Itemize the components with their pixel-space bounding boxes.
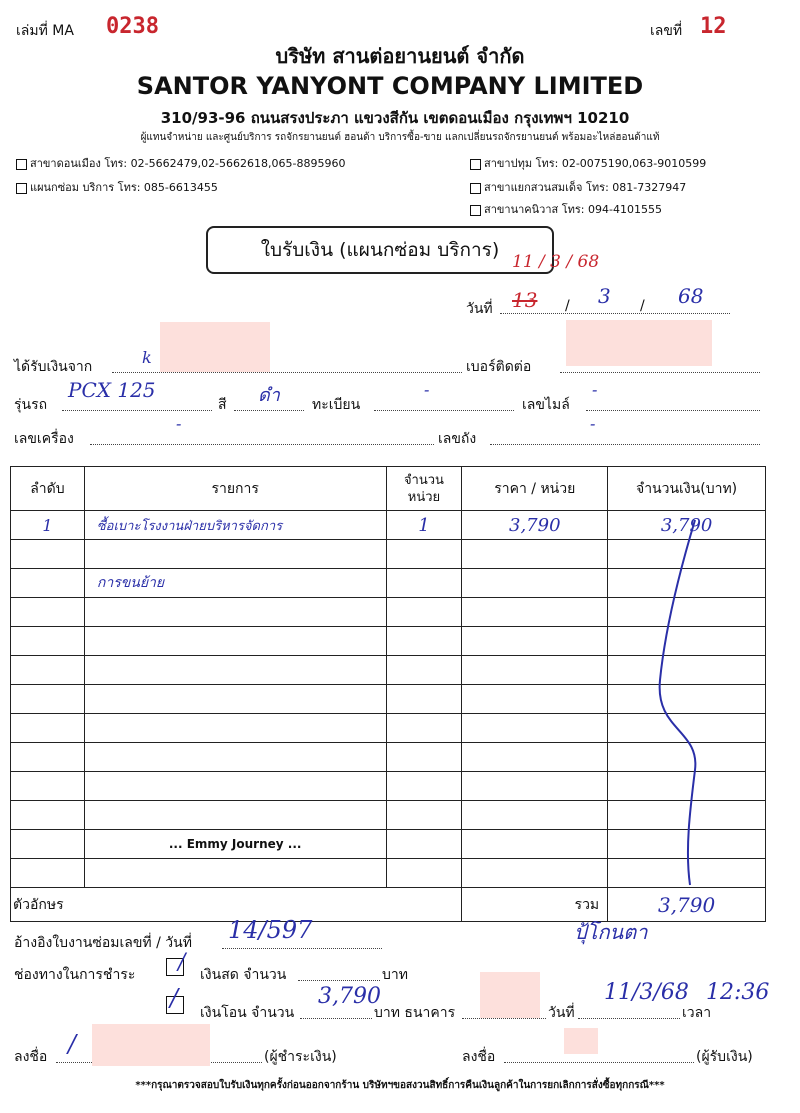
total-label: รวม — [462, 888, 608, 922]
header-item: รายการ — [84, 467, 386, 511]
model-value: PCX 125 — [68, 378, 156, 402]
cash-unit: บาท — [382, 967, 408, 983]
checkbox-icon — [470, 205, 481, 216]
plate-line — [374, 410, 514, 411]
branch-donmueang: สาขาดอนเมือง โทร: 02-5662479,02-5662618,065-8895960 — [16, 154, 345, 172]
plate-value: - — [424, 380, 430, 399]
book-label: เล่มที่ MA — [16, 23, 74, 39]
redacted-payer-name — [92, 1024, 210, 1066]
company-name-en: SANTOR YANYONT COMPANY LIMITED — [136, 72, 644, 100]
redacted-receiver-name — [564, 1028, 598, 1054]
payer-sign-label: ลงชื่อ — [14, 1049, 48, 1065]
amount-strike-line — [640, 510, 720, 890]
receiver-sign-label: ลงชื่อ — [462, 1049, 496, 1065]
color-line — [234, 410, 304, 411]
received-from-label: ได้รับเงินจาก — [14, 359, 93, 375]
model-label: รุ่นรถ — [14, 397, 48, 413]
date-day-struck: 13 — [512, 288, 538, 312]
redacted-name — [160, 322, 270, 372]
date-line — [500, 313, 730, 314]
engine-label: เลขเครื่อง — [14, 431, 74, 447]
header-amount: จำนวนเงิน(บาท) — [608, 467, 766, 511]
words-label: ตัวอักษร — [11, 888, 462, 922]
company-name-th: บริษัท สานต่อยานยนต์ จำกัด — [275, 44, 525, 68]
mileage-label: เลขไมล์ — [522, 397, 570, 413]
row-item: การขนย้าย — [84, 569, 386, 598]
transfer-amount-line — [300, 1018, 372, 1019]
chassis-label: เลขถัง — [438, 431, 477, 447]
received-from-line — [112, 372, 462, 373]
engine-line — [90, 444, 434, 445]
receiver-label: (ผู้รับเงิน) — [696, 1049, 753, 1065]
time-value: 12:36 — [706, 980, 770, 1005]
date-sep-1: / — [565, 298, 570, 314]
plate-label: ทะเบียน — [312, 397, 361, 413]
checkbox-icon — [16, 183, 27, 194]
checkbox-icon — [470, 159, 481, 170]
transfer-label: เงินโอน จำนวน — [200, 1005, 295, 1021]
row-item: ซื้อเบาะโรงงานฝ่ายบริหารจัดการ — [84, 511, 386, 540]
footer-disclaimer: ***กรุณาตรวจสอบใบรับเงินทุกครั้งก่อนออกจากร้าน บริษัทฯขอสงวนสิทธิ์การคืนเงินลูกค้าในการยกเลิกการสั่งซื้อทุกกรณี*** — [135, 1080, 665, 1091]
cash-check-mark: / — [178, 950, 186, 975]
date-correction: 11 / 3 / 68 — [512, 252, 600, 272]
header-qty: จำนวน หน่วย — [386, 467, 462, 511]
cash-line — [298, 980, 380, 981]
color-label: สี — [218, 397, 227, 413]
date-label: วันที่ — [466, 301, 493, 317]
transfer-date-line — [578, 1018, 680, 1019]
phone-label: เบอร์ติดต่อ — [466, 359, 532, 375]
title-box — [206, 226, 554, 274]
date-year: 68 — [678, 284, 704, 308]
mileage-line — [586, 410, 760, 411]
date-sep-2: / — [640, 298, 645, 314]
branch-suansomdet: สาขาแยกสวนสมเด็จ โทร: 081-7327947 — [470, 178, 686, 196]
checkbox-icon — [470, 183, 481, 194]
table-total-row — [11, 888, 766, 922]
row-no: 1 — [11, 511, 85, 540]
payer-sign-mark: / — [68, 1030, 77, 1058]
ref-value: 14/597 — [228, 916, 313, 944]
engine-value: - — [176, 414, 182, 433]
transfer-check-mark: / — [170, 984, 179, 1012]
chassis-value: - — [590, 414, 596, 433]
payer-label: (ผู้ชำระเงิน) — [264, 1049, 337, 1065]
color-value: ดำ — [258, 385, 280, 406]
branch-pathum: สาขาปทุม โทร: 02-0075190,063-9010599 — [470, 154, 706, 172]
branch-nakniwat: สาขานาคนิวาส โทร: 094-4101555 — [470, 200, 662, 218]
transfer-unit: บาท ธนาคาร — [374, 1005, 456, 1021]
book-number: 0238 — [106, 14, 159, 39]
cash-label: เงินสด จำนวน — [200, 967, 287, 983]
header-price: ราคา / หน่วย — [462, 467, 608, 511]
redacted-phone — [566, 320, 712, 366]
redacted-bank — [480, 972, 540, 1018]
checkbox-icon — [16, 159, 27, 170]
transfer-amount: 3,790 — [318, 984, 381, 1009]
table-header-row — [11, 467, 766, 511]
phone-line — [560, 372, 760, 373]
model-line — [62, 410, 212, 411]
ref-line — [222, 948, 382, 949]
receipt-no-label: เลขที่ — [650, 23, 683, 39]
receiver-sign-line — [504, 1062, 694, 1063]
footer-note: ... Emmy Journey ... — [84, 830, 386, 859]
company-address: 310/93-96 ถนนสรงประภา แขวงสีกัน เขตดอนเมือง กรุงเทพฯ 10210 — [160, 109, 630, 127]
chassis-line — [490, 444, 760, 445]
row-amount: 3,790 — [608, 511, 766, 540]
date-month: 3 — [598, 284, 611, 308]
transfer-date-label: วันที่ — [548, 1005, 575, 1021]
doc-title: ใบรับเงิน (แผนกซ่อม บริการ) — [260, 239, 500, 261]
ref-label: อ้างอิงใบงานซ่อมเลขที่ / วันที่ — [14, 935, 192, 951]
receipt-no: 12 — [700, 14, 727, 39]
signature-note: ปุ้โกนตา — [574, 920, 648, 944]
bank-line — [462, 1018, 546, 1019]
header-no: ลำดับ — [11, 467, 85, 511]
mileage-value: - — [592, 380, 598, 399]
received-from-mark: k — [142, 348, 152, 367]
branch-service: แผนกซ่อม บริการ โทร: 085-6613455 — [16, 178, 218, 196]
row-qty: 1 — [386, 511, 462, 540]
total-value: 3,790 — [608, 888, 766, 922]
time-label: เวลา — [682, 1005, 712, 1021]
company-tagline: ผู้แทนจำหน่าย และศูนย์บริการ รถจักรยานยนต์ ฮอนด้า บริการซื้อ-ขาย แลกเปลี่ยนรถจักรยานยนต์ พร้อมอะไหล่ฮอนด้าแท้ — [140, 132, 660, 143]
transfer-date: 11/3/68 — [604, 980, 689, 1005]
channel-label: ช่องทางในการชำระ — [14, 967, 136, 983]
row-price: 3,790 — [462, 511, 608, 540]
